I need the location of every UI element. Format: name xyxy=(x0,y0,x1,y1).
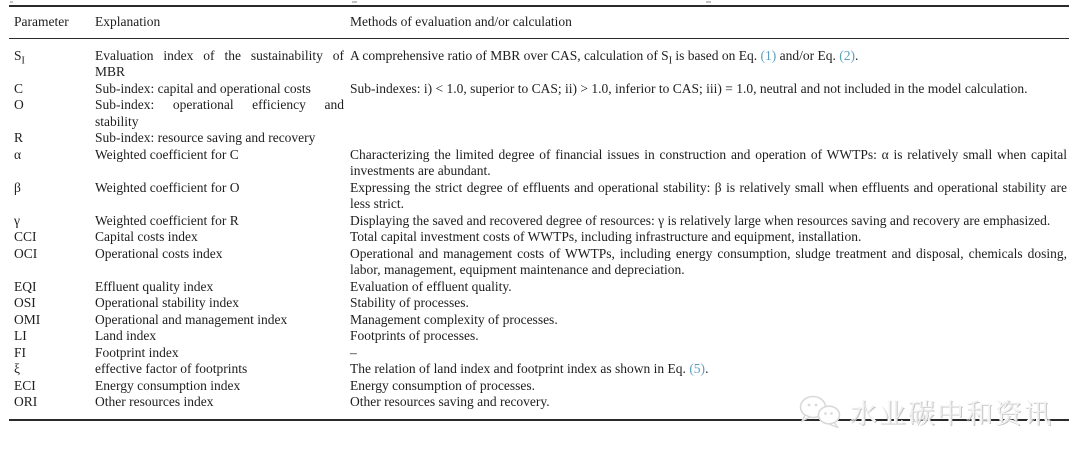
text-segment: Total capital investment costs of WWTPs, including infrastructure and equipment, installation. xyxy=(350,229,862,244)
text-segment: Energy consumption of processes. xyxy=(350,377,535,393)
explanation-cell: Operational and management index xyxy=(95,311,288,327)
text-segment: is based on Eq. xyxy=(672,47,761,63)
table-row xyxy=(9,81,1069,98)
explanation-cell: Effluent quality index xyxy=(95,278,214,294)
subscript: I xyxy=(21,55,25,67)
explanation-cell: Capital costs index xyxy=(95,229,198,244)
text-segment: EQI xyxy=(14,278,37,294)
header-row xyxy=(9,6,1069,38)
parameter-cell xyxy=(9,312,95,329)
table-row xyxy=(9,38,1069,81)
method-cell xyxy=(350,229,1069,246)
text-segment: ξ xyxy=(14,361,21,376)
text-segment: S xyxy=(14,47,22,63)
text-segment: R xyxy=(14,130,24,145)
watermark-label: 水业碳中和资讯 xyxy=(850,399,1053,430)
method-cell xyxy=(350,246,1069,279)
explanation-cell: Sub-index: resource saving and recovery xyxy=(95,130,316,145)
parameter-cell xyxy=(9,81,95,98)
table-row xyxy=(9,246,1069,279)
explanation-cell: Footprint index xyxy=(95,344,179,360)
text-segment: β xyxy=(14,179,21,195)
text-segment: . xyxy=(855,47,859,63)
column-header-explanation: Explanation xyxy=(95,6,350,38)
column-header-parameter: Parameter xyxy=(9,6,95,38)
explanation-cell: Weighted coefficient for O xyxy=(95,179,240,195)
parameter-cell xyxy=(9,213,95,230)
text-segment: O xyxy=(14,97,24,112)
explanation-cell: Weighted coefficient for R xyxy=(95,212,239,228)
method-cell xyxy=(350,378,1069,395)
parameter-cell xyxy=(9,295,95,312)
text-segment: ORI xyxy=(14,394,38,409)
text-segment: LI xyxy=(14,328,27,343)
equation-link[interactable]: (2) xyxy=(839,47,856,63)
table-row xyxy=(9,378,1069,395)
parameter-cell xyxy=(9,394,95,420)
explanation-cell: Operational stability index xyxy=(95,295,239,310)
text-segment: FI xyxy=(14,344,27,360)
table-row xyxy=(9,180,1069,213)
text-segment: OSI xyxy=(14,295,36,310)
method-cell xyxy=(350,38,1069,81)
text-segment: C xyxy=(14,80,24,96)
text-segment: CCI xyxy=(14,229,37,244)
text-segment: ECI xyxy=(14,377,36,393)
explanation-cell: Sub-index: operational efficiency and stability xyxy=(95,97,344,129)
table-row xyxy=(9,345,1069,362)
explanation-cell: Land index xyxy=(95,328,157,343)
table-body xyxy=(9,38,1069,420)
parameter-cell xyxy=(9,361,95,378)
text-segment: Displaying the saved and recovered degree of resources: γ is relatively large when resources saving and recovery are emphasized. xyxy=(350,212,1051,228)
text-segment: Sub-indexes: i) < 1.0, superior to CAS; ii) > 1.0, inferior to CAS; iii) = 1.0, neutral and not included in the model calculation. xyxy=(350,80,1028,96)
method-cell xyxy=(350,180,1069,213)
explanation-cell: Energy consumption index xyxy=(95,377,241,393)
method-cell xyxy=(350,328,1069,345)
equation-link[interactable]: (1) xyxy=(760,47,777,63)
parameter-cell xyxy=(9,229,95,246)
table-row xyxy=(9,147,1069,180)
parameter-cell xyxy=(9,246,95,279)
text-segment: The relation of land index and footprint index as shown in Eq. xyxy=(350,361,690,376)
parameter-cell xyxy=(9,378,95,395)
parameter-cell xyxy=(9,97,95,130)
equation-link[interactable]: (5) xyxy=(689,361,706,376)
parameter-cell xyxy=(9,38,95,81)
text-segment: γ xyxy=(14,212,20,228)
parameter-cell xyxy=(9,328,95,345)
method-cell xyxy=(350,295,1069,312)
parameters-table-area xyxy=(9,5,1069,421)
parameter-cell xyxy=(9,279,95,296)
table-row xyxy=(9,312,1069,329)
table-row xyxy=(9,213,1069,230)
explanation-cell: Sub-index: capital and operational costs xyxy=(95,80,311,96)
text-segment: α xyxy=(14,146,22,162)
parameters-table xyxy=(9,5,1069,421)
method-cell xyxy=(350,279,1069,296)
text-segment: Footprints of processes. xyxy=(350,328,479,343)
table-row xyxy=(9,328,1069,345)
text-segment: Stability of processes. xyxy=(350,295,469,310)
parameter-cell xyxy=(9,147,95,180)
table-row xyxy=(9,394,1069,420)
cut-caption-remnant xyxy=(352,1,357,3)
method-cell xyxy=(350,147,1069,180)
explanation-cell: Weighted coefficient for C xyxy=(95,146,239,162)
explanation-cell: Operational costs index xyxy=(95,245,223,261)
subscript: I xyxy=(668,55,673,67)
text-segment: and/or Eq. xyxy=(776,47,840,63)
explanation-cell: effective factor of footprints xyxy=(95,361,248,376)
table-row xyxy=(9,361,1069,378)
explanation-cell: Evaluation index of the sustainability of MBR xyxy=(95,47,344,79)
text-segment: Operational and management costs of WWTPs, including energy consumption, sludge treatment and disposal, chemicals dosing, labor, management, equipment maintenance and depreciation. xyxy=(350,245,1067,277)
text-segment: – xyxy=(350,344,357,360)
table-row xyxy=(9,295,1069,312)
text-segment: Evaluation of effluent quality. xyxy=(350,278,512,294)
text-segment: OMI xyxy=(14,311,41,327)
text-segment: A comprehensive ratio of MBR over CAS, calculation of S xyxy=(350,47,669,63)
method-cell xyxy=(350,361,1069,378)
method-cell xyxy=(350,394,1069,420)
method-cell xyxy=(350,81,1069,147)
text-segment: Management complexity of processes. xyxy=(350,311,558,327)
cut-caption-remnant xyxy=(10,1,13,3)
method-cell xyxy=(350,345,1069,362)
table-row xyxy=(9,229,1069,246)
text-segment: OCI xyxy=(14,245,38,261)
text-segment: Other resources saving and recovery. xyxy=(350,394,550,409)
parameter-cell xyxy=(9,180,95,213)
text-segment: . xyxy=(705,361,709,376)
cut-caption-remnant xyxy=(706,1,711,3)
method-cell xyxy=(350,312,1069,329)
table-row xyxy=(9,279,1069,296)
parameter-cell xyxy=(9,130,95,147)
parameter-cell xyxy=(9,345,95,362)
column-header-methods: Methods of evaluation and/or calculation xyxy=(350,6,1069,38)
text-segment: Expressing the strict degree of effluents and operational stability: β is relatively small when effluents and operational stability are less strict. xyxy=(350,179,1067,211)
explanation-cell: Other resources index xyxy=(95,394,214,409)
method-cell xyxy=(350,213,1069,230)
text-segment: Characterizing the limited degree of financial issues in construction and operation of WWTPs: α is relatively small when capital investments are abundant. xyxy=(350,146,1067,178)
